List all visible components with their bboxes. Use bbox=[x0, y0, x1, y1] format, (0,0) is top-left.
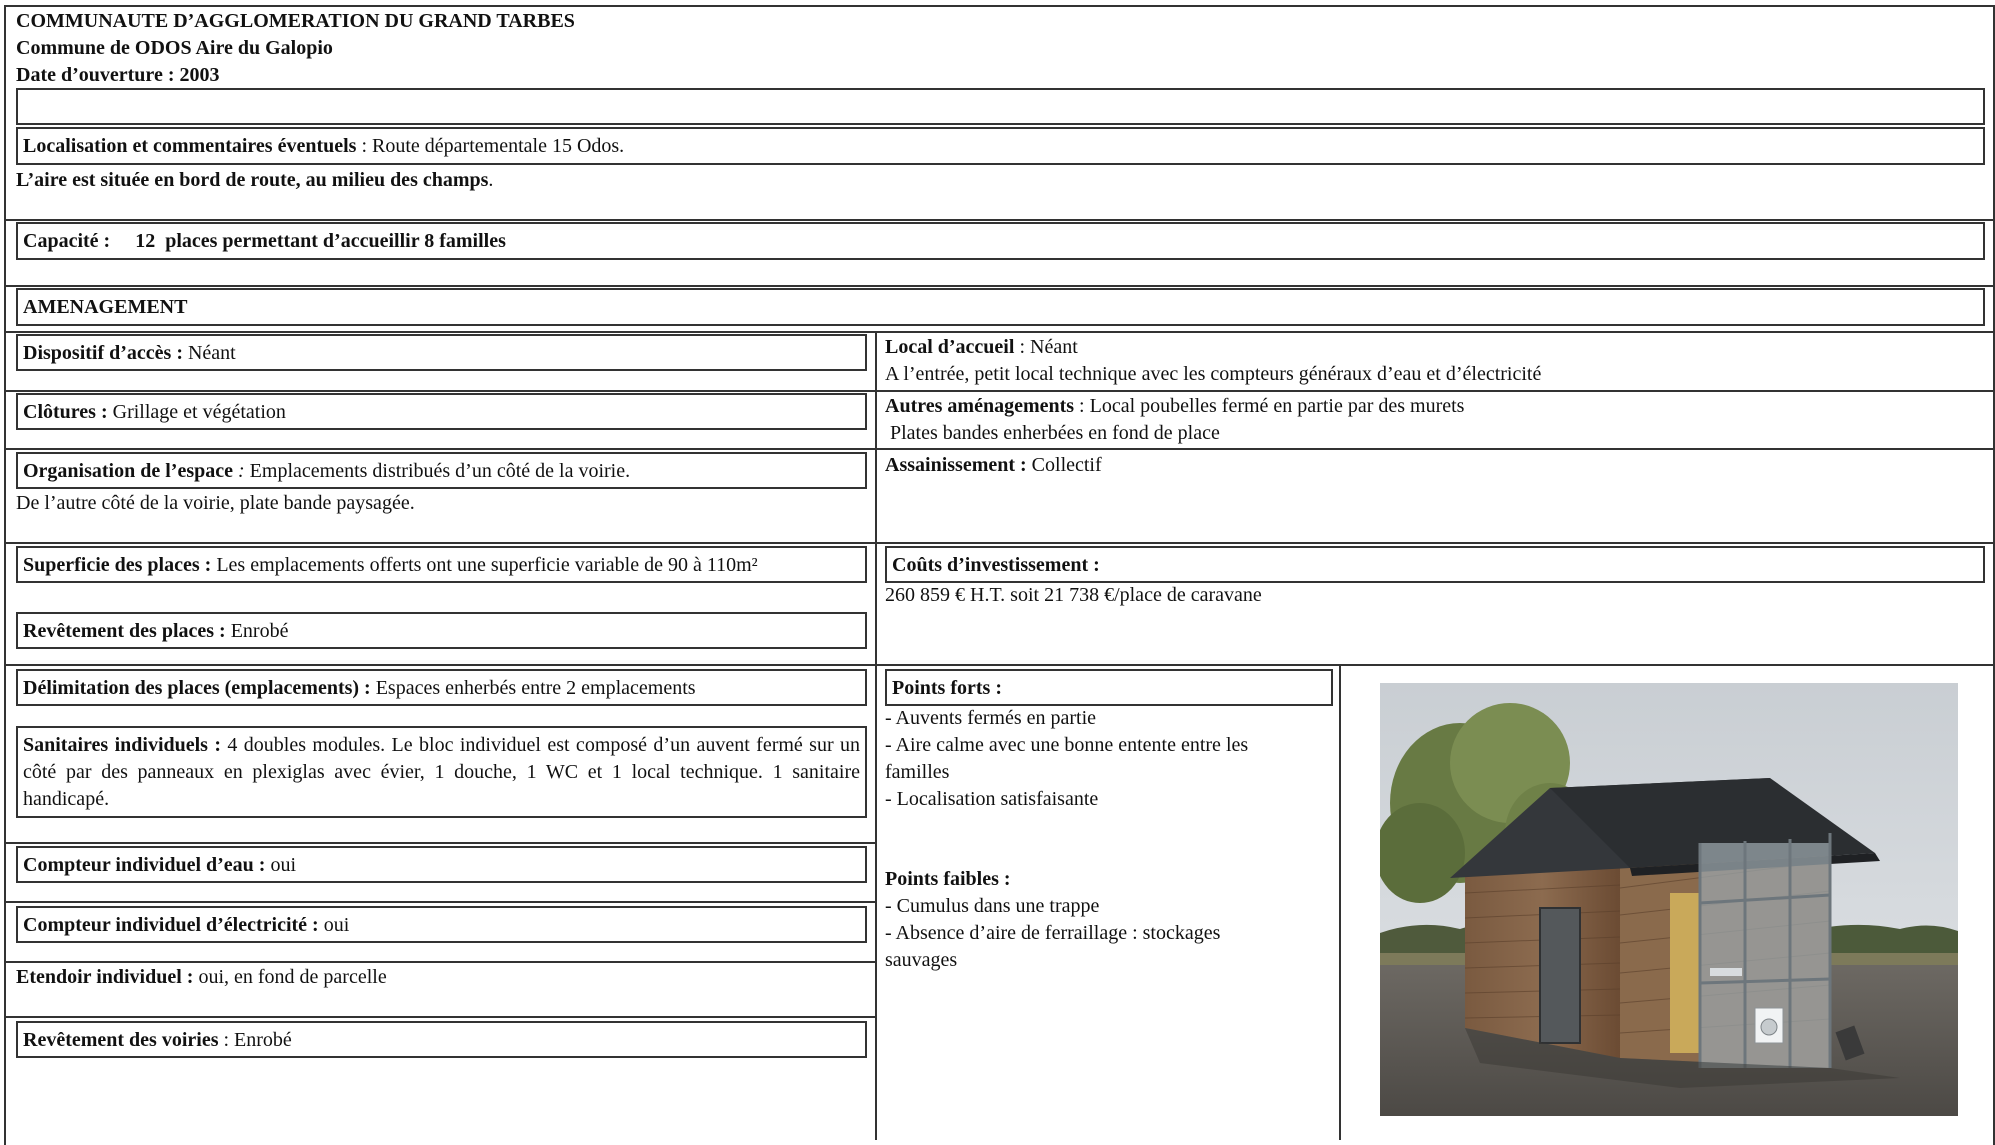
local-accueil-label: Local d’accueil bbox=[885, 336, 1015, 358]
revetement-places-label: Revêtement des places : bbox=[23, 620, 226, 642]
divider bbox=[4, 331, 1995, 333]
compteur-elec-box bbox=[16, 906, 867, 943]
compteur-elec-value: oui bbox=[318, 914, 350, 936]
compteur-eau-label: Compteur individuel d’eau : bbox=[23, 854, 266, 876]
points-forts-box: Points forts : bbox=[885, 669, 1333, 706]
sanitary-block-photo bbox=[1380, 683, 1958, 1116]
local-accueil-value: : Néant bbox=[1014, 336, 1078, 358]
column-divider bbox=[875, 331, 877, 1140]
divider bbox=[4, 390, 1995, 392]
points-faibles-label: Points faibles : bbox=[885, 868, 1011, 890]
etendoir-label: Etendoir individuel : bbox=[16, 966, 194, 988]
autres-amenagements-label: Autres aménagements bbox=[885, 395, 1075, 417]
clotures-label: Clôtures : bbox=[23, 401, 108, 423]
superficie-value: Les emplacements offerts ont une superficie variable de 90 à 110m² bbox=[211, 554, 758, 576]
points-forts-item: - Localisation satisfaisante bbox=[885, 788, 1099, 810]
couts-box: Coûts d’investissement : bbox=[885, 546, 1985, 583]
compteur-eau-box bbox=[16, 846, 867, 883]
revetement-places-value: Enrobé bbox=[225, 620, 289, 642]
organisation-box bbox=[16, 452, 867, 489]
clotures-value: Grillage et végétation bbox=[107, 401, 286, 423]
photo-illustration bbox=[1380, 683, 1958, 1116]
etendoir-value: oui, en fond de parcelle bbox=[193, 966, 387, 988]
compteur-eau-value: oui bbox=[265, 854, 297, 876]
points-faibles-item: - Absence d’aire de ferraillage : stockages bbox=[885, 922, 1221, 944]
organisation-separator: : bbox=[233, 460, 245, 482]
sanitaires-label: Sanitaires individuels : bbox=[23, 734, 222, 756]
compteur-elec-label: Compteur individuel d’électricité : bbox=[23, 914, 319, 936]
header-line-2: Commune de ODOS Aire du Galopio bbox=[16, 37, 333, 59]
divider bbox=[4, 448, 1995, 450]
divider bbox=[4, 901, 877, 903]
header-line-3: Date d’ouverture : 2003 bbox=[16, 64, 220, 86]
revetement-places-box bbox=[16, 612, 867, 649]
column-divider bbox=[1339, 666, 1341, 1140]
sanitaires-box bbox=[16, 726, 867, 818]
localisation-note-bold: L’aire est située en bord de route, au milieu des champs bbox=[16, 169, 489, 191]
superficie-label: Superficie des places : bbox=[23, 554, 212, 576]
sanitaires-value: 4 doubles modules. Le bloc individuel est composé d’un auvent fermé sur un côté par des panneaux en plexiglas avec évier, 1 douche, 1 WC et 1 local technique. 1 sanitaire handicapé. bbox=[23, 734, 861, 810]
organisation-label: Organisation de l’espace bbox=[23, 460, 233, 482]
superficie-box bbox=[16, 546, 867, 583]
divider bbox=[4, 664, 1995, 666]
organisation-line-2: De l’autre côté de la voirie, plate bande paysagée. bbox=[16, 492, 415, 514]
localisation-note bbox=[16, 167, 493, 194]
local-accueil-line-2: A l’entrée, petit local technique avec les compteurs généraux d’eau et d’électricité bbox=[885, 363, 1542, 385]
divider bbox=[4, 542, 1995, 544]
couts-line-2: 260 859 € H.T. soit 21 738 €/place de caravane bbox=[885, 584, 1262, 606]
revetement-voiries-box bbox=[16, 1021, 867, 1058]
assainissement-label: Assainissement : bbox=[885, 454, 1027, 476]
acces-label: Dispositif d’accès : bbox=[23, 342, 183, 364]
autres-amenagements-line-2: Plates bandes enherbées en fond de place bbox=[885, 422, 1220, 444]
assainissement-value: Collectif bbox=[1026, 454, 1102, 476]
acces-box bbox=[16, 334, 867, 371]
revetement-voiries-value: : Enrobé bbox=[218, 1029, 292, 1051]
localisation-value: : Route départementale 15 Odos. bbox=[356, 135, 625, 157]
points-forts-item: - Aire calme avec une bonne entente entre les bbox=[885, 734, 1249, 756]
delimitation-box bbox=[16, 669, 867, 706]
divider bbox=[4, 219, 1995, 221]
delimitation-value: Espaces enherbés entre 2 emplacements bbox=[370, 677, 696, 699]
points-forts-item: familles bbox=[885, 761, 950, 783]
divider bbox=[4, 961, 877, 963]
revetement-voiries-label: Revêtement des voiries bbox=[23, 1029, 219, 1051]
header-line-1: COMMUNAUTE D’AGGLOMERATION DU GRAND TARBES bbox=[16, 10, 575, 32]
local-accueil-line-1 bbox=[885, 334, 1078, 361]
capacite-box: Capacité : 12 places permettant d’accueillir 8 familles bbox=[16, 222, 1985, 260]
points-forts-item: - Auvents fermés en partie bbox=[885, 707, 1097, 729]
assainissement-line bbox=[885, 452, 1102, 479]
autres-amenagements-line-1 bbox=[885, 393, 1464, 420]
localisation-box bbox=[16, 127, 1985, 165]
empty-box bbox=[16, 88, 1985, 125]
localisation-label: Localisation et commentaires éventuels bbox=[23, 135, 357, 157]
clotures-box bbox=[16, 393, 867, 430]
autres-amenagements-value: : Local poubelles fermé en partie par des murets bbox=[1074, 395, 1465, 417]
points-faibles-item: sauvages bbox=[885, 949, 958, 971]
amenagement-title-box: AMENAGEMENT bbox=[16, 288, 1985, 326]
delimitation-label: Délimitation des places (emplacements) : bbox=[23, 677, 371, 699]
divider bbox=[4, 285, 1995, 287]
acces-value: Néant bbox=[182, 342, 236, 364]
divider bbox=[4, 842, 877, 844]
localisation-note-end: . bbox=[488, 169, 494, 191]
divider bbox=[4, 1016, 877, 1018]
organisation-value: Emplacements distribués d’un côté de la voirie. bbox=[244, 460, 631, 482]
etendoir-line bbox=[16, 964, 387, 991]
points-faibles-item: - Cumulus dans une trappe bbox=[885, 895, 1100, 917]
